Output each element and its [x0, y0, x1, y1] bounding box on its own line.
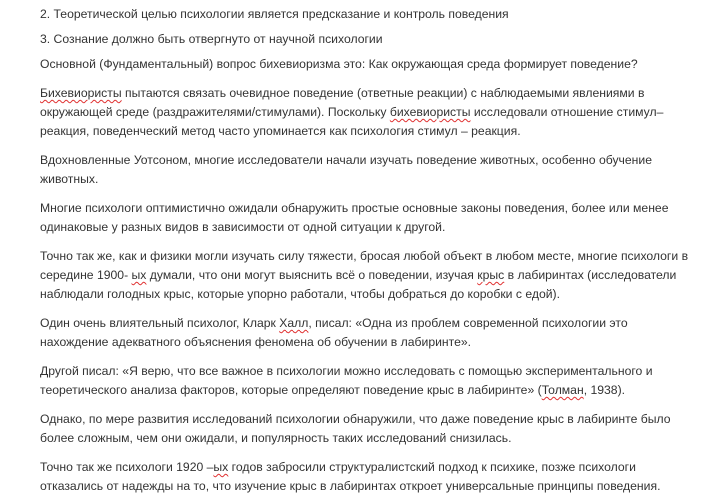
paragraph-6: Многие психологи оптимистично ожидали обнаружить простые основные законы поведения, более или менее одинаковые у разных видов в зависимости от одной ситуации к другой.: [40, 201, 669, 234]
misspelled-word: Халл: [279, 316, 309, 330]
paragraph-7: Точно так же, как и физики могли изучать силу тяжести, бросая любой объект в любом месте, многие психологи в середине 1900- ых думали, что они могут выяснить всё о поведении, изучая крыс в лабиринтах (исследователи наблюдали голодных крыс, которые упорно работали, чтобы добраться до коробки с едой).: [40, 249, 689, 301]
misspelled-word: ых: [131, 268, 147, 282]
paragraph-5: Вдохновленные Уотсоном, многие исследователи начали изучать поведение животных, особенно обучение животных.: [40, 153, 652, 186]
paragraph-9: Другой писал: «Я верю, что все важное в психологии можно исследовать с помощью экспериментального и теоретического анализа факторов, которые определяют поведение крыс в лабиринте» (Толман, 1938).: [40, 364, 653, 397]
paragraph-10: Однако, по мере развития исследований психологии обнаружили, что даже поведение крыс в лабиринте было более сложным, чем они ожидали, и популярность таких исследований снизилась.: [40, 412, 671, 445]
paragraph-11: Точно так же психологи 1920 –ых годов забросили структуралистский подход к психике, позже психологи отказались от надежды на то, что изучение крыс в лабиринтах откроет универсальные принципы поведения.: [40, 460, 661, 493]
misspelled-word: бихевиористы: [389, 105, 471, 119]
paragraph-8: Один очень влиятельный психолог, Кларк Халл, писал: «Одна из проблем современной психологии это нахождение адекватного объяснения феномена об обучении в лабиринте».: [40, 316, 628, 349]
paragraph-3: Основной (Фундаментальный) вопрос бихевиоризма это: Как окружающая среда формирует поведение?: [40, 57, 638, 71]
misspelled-word: Бихевиористы: [40, 86, 122, 100]
paragraph-2: 3. Сознание должно быть отвергнуто от научной психологии: [40, 32, 383, 46]
paragraph-1: 2. Теоретической целью психологии является предсказание и контроль поведения: [40, 7, 509, 21]
document-page: [0, 5, 720, 493]
paragraph-4: Бихевиористы пытаются связать очевидное поведение (ответные реакции) с наблюдаемыми явлениями в окружающей среде (раздражителями/стимулами). Поскольку бихевиористы исследовали отношение стимул–реакция, поведенческий метод часто упоминается как психология стимул – реакция.: [40, 86, 664, 138]
misspelled-word: ых: [213, 460, 229, 474]
misspelled-word: Толман: [541, 383, 584, 397]
misspelled-word: крыс: [477, 268, 505, 282]
